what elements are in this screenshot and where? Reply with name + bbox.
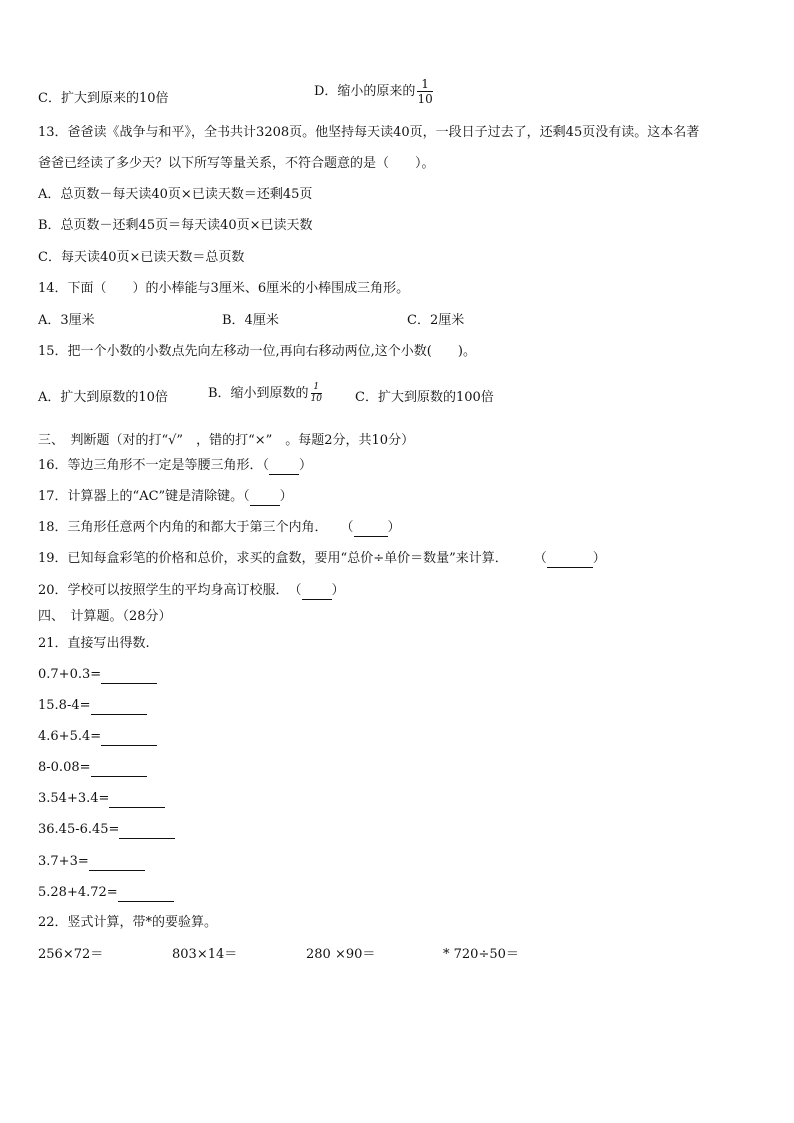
q14-option-c: C．2厘米: [407, 313, 465, 328]
q12-option-c: C．扩大到原来的10倍: [38, 91, 169, 106]
q21-item: [38, 666, 157, 684]
answer-blank[interactable]: [109, 793, 165, 808]
q17: [38, 488, 293, 506]
q22-item-3: 280 ×90＝: [306, 947, 376, 962]
answer-blank[interactable]: [101, 669, 157, 684]
q22-stem: 22．竖式计算，带*的要验算。: [38, 915, 218, 930]
fraction-one-tenth: [311, 383, 322, 404]
q18-close: ）: [387, 520, 401, 535]
q20-close: ）: [331, 583, 345, 598]
answer-blank[interactable]: [118, 887, 174, 902]
q13-option-a: A．总页数－每天读40页×已读天数＝还剩45页: [38, 187, 313, 202]
q13-stem-line1: 13．爸爸读《战争与和平》，全书共计3208页。他坚持每天读40页，一段日子过去了，还剩45页没有读。这本名著: [38, 125, 700, 140]
q19: [38, 550, 606, 568]
q22-item-2: 803×14＝: [172, 947, 238, 962]
q21-expression: 3.7+3=: [38, 854, 89, 869]
fraction-one-tenth: [417, 78, 432, 105]
q21-expression: 3.54+3.4=: [38, 791, 110, 806]
q15-option-c: C．扩大到原数的100倍: [355, 390, 494, 405]
answer-blank[interactable]: [91, 762, 147, 777]
fraction-denominator: 10: [417, 92, 433, 106]
answer-blank[interactable]: [89, 856, 145, 871]
q21-item: [38, 884, 174, 902]
answer-blank[interactable]: [547, 553, 593, 568]
q21-item: [38, 821, 175, 839]
q17-text: 17．计算器上的“AC”键是清除键。（: [38, 489, 250, 504]
q21-stem: 21．直接写出得数.: [38, 636, 150, 651]
q15-option-a: A．扩大到原数的10倍: [38, 390, 168, 405]
q14-option-b: B．4厘米: [222, 313, 279, 328]
answer-blank[interactable]: [354, 522, 388, 537]
fraction-numerator: 1: [313, 382, 320, 392]
q21-expression: 15.8-4=: [38, 698, 91, 713]
q21-expression: 5.28+4.72=: [38, 885, 118, 900]
q21-item: [38, 759, 147, 777]
q22-item-4: * 720÷50＝: [443, 947, 519, 962]
section-3-title: 三、 判断题（对的打“√” ，错的打“×” 。每题2分，共10分）: [38, 433, 415, 448]
fraction-numerator: 1: [421, 77, 429, 91]
q18-text: 18．三角形任意两个内角的和都大于第三个内角． （: [38, 520, 354, 535]
q17-close: ）: [279, 489, 293, 504]
answer-blank[interactable]: [91, 700, 147, 715]
q21-item: [38, 853, 145, 871]
q15-stem: 15．把一个小数的小数点先向左移动一位,再向右移动两位,这个小数( )。: [38, 344, 476, 359]
q13-option-c: C．每天读40页×已读天数＝总页数: [38, 250, 245, 265]
q20: [38, 582, 345, 600]
answer-blank[interactable]: [269, 460, 299, 475]
q13-option-b: B．总页数－还剩45页＝每天读40页×已读天数: [38, 218, 313, 233]
fraction-denominator: 10: [310, 394, 323, 404]
q20-text: 20．学校可以按照学生的平均身高订校服． （: [38, 583, 302, 598]
q13-stem-line2: 爸爸已经读了多少天？以下所写等量关系，不符合题意的是（ ）。: [38, 156, 435, 171]
q21-expression: 36.45-6.45=: [38, 822, 120, 837]
q21-item: [38, 697, 147, 715]
answer-blank[interactable]: [250, 491, 280, 506]
q18: [38, 519, 401, 537]
answer-blank[interactable]: [302, 585, 332, 600]
q19-text: 19．已知每盒彩笔的价格和总价，求买的盒数，要用“总价÷单价＝数量”来计算． （: [38, 551, 547, 566]
q21-item: [38, 728, 157, 746]
q21-expression: 4.6+5.4=: [38, 729, 102, 744]
q21-item: [38, 790, 165, 808]
q15-option-b: [208, 383, 322, 404]
section-4-title: 四、 计算题。（28分）: [38, 609, 172, 624]
q16-text: 16．等边三角形不一定是等腰三角形．（: [38, 458, 270, 473]
q21-expression: 0.7+0.3=: [38, 667, 102, 682]
q16-close: ）: [299, 458, 313, 473]
q12-option-d: [314, 78, 433, 105]
q16: [38, 457, 312, 475]
q14-option-a: A．3厘米: [38, 313, 95, 328]
q15-option-b-text: B．缩小到原数的: [208, 386, 309, 401]
answer-blank[interactable]: [101, 731, 157, 746]
q22-item-1: 256×72＝: [38, 947, 104, 962]
q12-option-d-text: D．缩小的原来的: [314, 84, 416, 99]
q21-expression: 8-0.08=: [38, 760, 91, 775]
answer-blank[interactable]: [119, 824, 175, 839]
q19-close: ）: [592, 551, 606, 566]
q14-stem: 14．下面（ ）的小棒能与3厘米、6厘米的小棒围成三角形。: [38, 281, 410, 296]
